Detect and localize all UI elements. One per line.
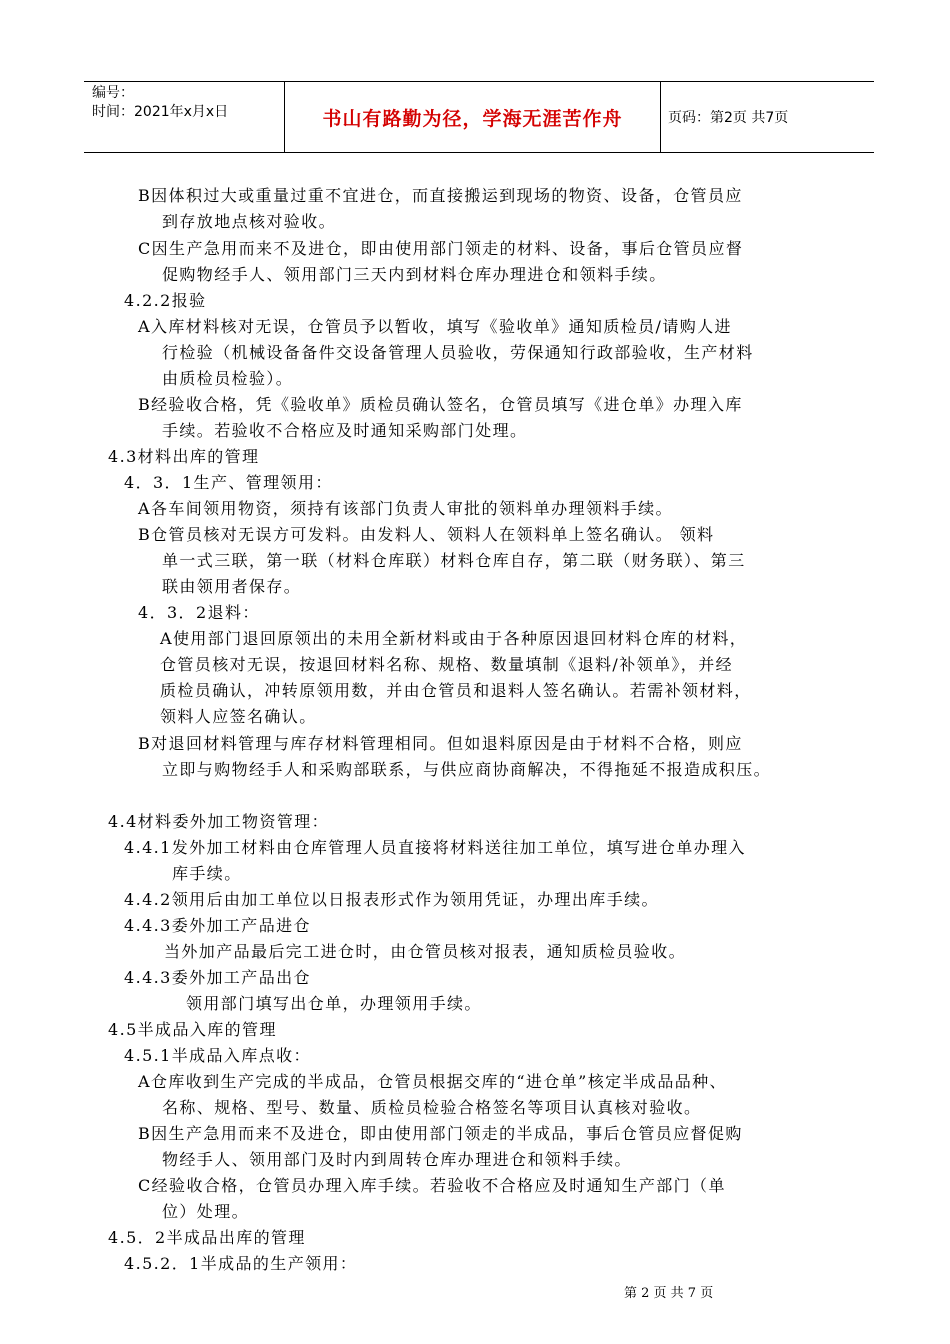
body-line: 手续。若验收不合格应及时通知采购部门处理。 [162,421,528,440]
body-line: 领料人应签名确认。 [160,707,317,726]
body-line: A使用部门退回原领出的未用全新材料或由于各种原因退回材料仓库的材料， [160,629,748,648]
body-line: 当外加产品最后完工进仓时，由仓管员核对报表，通知质检员验收。 [164,942,687,961]
body-line: 位）处理。 [162,1202,250,1221]
body-line: 4.4.2领用后由加工单位以日报表形式作为领用凭证，办理出库手续。 [124,890,659,909]
section-heading: 4.4材料委外加工物资管理： [108,812,330,831]
document-time-label: 时间：2021年x月x日 [92,104,229,120]
motto-text: 书山有路勤为径，学海无涯苦作舟 [322,107,623,130]
body-line: 仓管员核对无误，按退回材料名称、规格、数量填制《退料/补领单》，并经 [160,655,733,674]
body-line: 领用部门填写出仓单，办理领用手续。 [186,994,482,1013]
section-heading: 4.3材料出库的管理 [108,447,260,466]
body-line: 促购物经手人、领用部门三天内到材料仓库办理进仓和领料手续。 [162,265,667,284]
motto-banner [284,82,661,152]
section-heading: 4.5.2．1半成品的生产领用： [124,1254,358,1273]
section-heading: 4.2.2报验 [124,291,207,310]
header-left [92,84,228,122]
page-header [84,81,874,153]
body-line: C经验收合格，仓管员办理入库手续。若验收不合格应及时通知生产部门（单 [138,1176,726,1195]
section-heading: 4．3．2退料： [138,603,260,622]
section-heading: 4.4.3委外加工产品进仓 [124,916,311,935]
document-number-label: 编号： [92,85,134,101]
page-footer: 第 2 页 共 7 页 [624,1286,714,1301]
page-number-label: 页码：第2页 共7页 [668,110,789,126]
body-line: C因生产急用而来不及进仓，即由使用部门领走的材料、设备，事后仓管员应督 [138,239,744,258]
body-line: 行检验（机械设备备件交设备管理人员验收，劳保通知行政部验收，生产材料 [162,343,754,362]
body-line: 联由领用者保存。 [162,577,302,596]
body-line: A仓库收到生产完成的半成品，仓管员根据交库的“进仓单”核定半成品品种、 [138,1072,727,1091]
body-line: B经验收合格，凭《验收单》质检员确认签名，仓管员填写《进仓单》办理入库 [138,395,743,414]
body-line: B因生产急用而来不及进仓，即由使用部门领走的半成品，事后仓管员应督促购 [138,1124,743,1143]
body-line: A入库材料核对无误，仓管员予以暂收，填写《验收单》通知质检员/请购人进 [138,317,732,336]
body-line: 单一式三联，第一联（材料仓库联）材料仓库自存，第二联（财务联）、第三 [162,551,746,570]
body-line: 质检员确认，冲转原领用数，并由仓管员和退料人签名确认。若需补领材料， [160,681,752,700]
body-line: B因体积过大或重量过重不宜进仓，而直接搬运到现场的物资、设备，仓管员应 [138,186,743,205]
body-line: 4.4.1发外加工材料由仓库管理人员直接将材料送往加工单位，填写进仓单办理入 [124,838,746,857]
body-line: 立即与购物经手人和采购部联系，与供应商协商解决，不得拖延不报造成积压。 [162,760,772,779]
body-line: B对退回材料管理与库存材料管理相同。但如退料原因是由于材料不合格，则应 [138,734,743,753]
section-heading: 4.5.1半成品入库点收： [124,1046,311,1065]
body-line: B仓管员核对无误方可发料。由发料人、领料人在领料单上签名确认。 领料 [138,525,715,544]
body-line: 由质检员检验）。 [162,369,294,388]
body-line: 库手续。 [172,864,242,883]
body-line: A各车间领用物资，须持有该部门负责人审批的领料单办理领料手续。 [138,499,673,518]
body-line: 名称、规格、型号、数量、质检员检验合格签名等项目认真核对验收。 [162,1098,702,1117]
section-heading: 4.4.3委外加工产品出仓 [124,968,311,987]
section-heading: 4．3．1生产、管理领用： [124,473,333,492]
section-heading: 4.5．2半成品出库的管理 [108,1228,306,1247]
body-line: 物经手人、领用部门及时内到周转仓库办理进仓和领料手续。 [162,1150,632,1169]
body-line: 到存放地点核对验收。 [162,212,337,231]
section-heading: 4.5半成品入库的管理 [108,1020,277,1039]
